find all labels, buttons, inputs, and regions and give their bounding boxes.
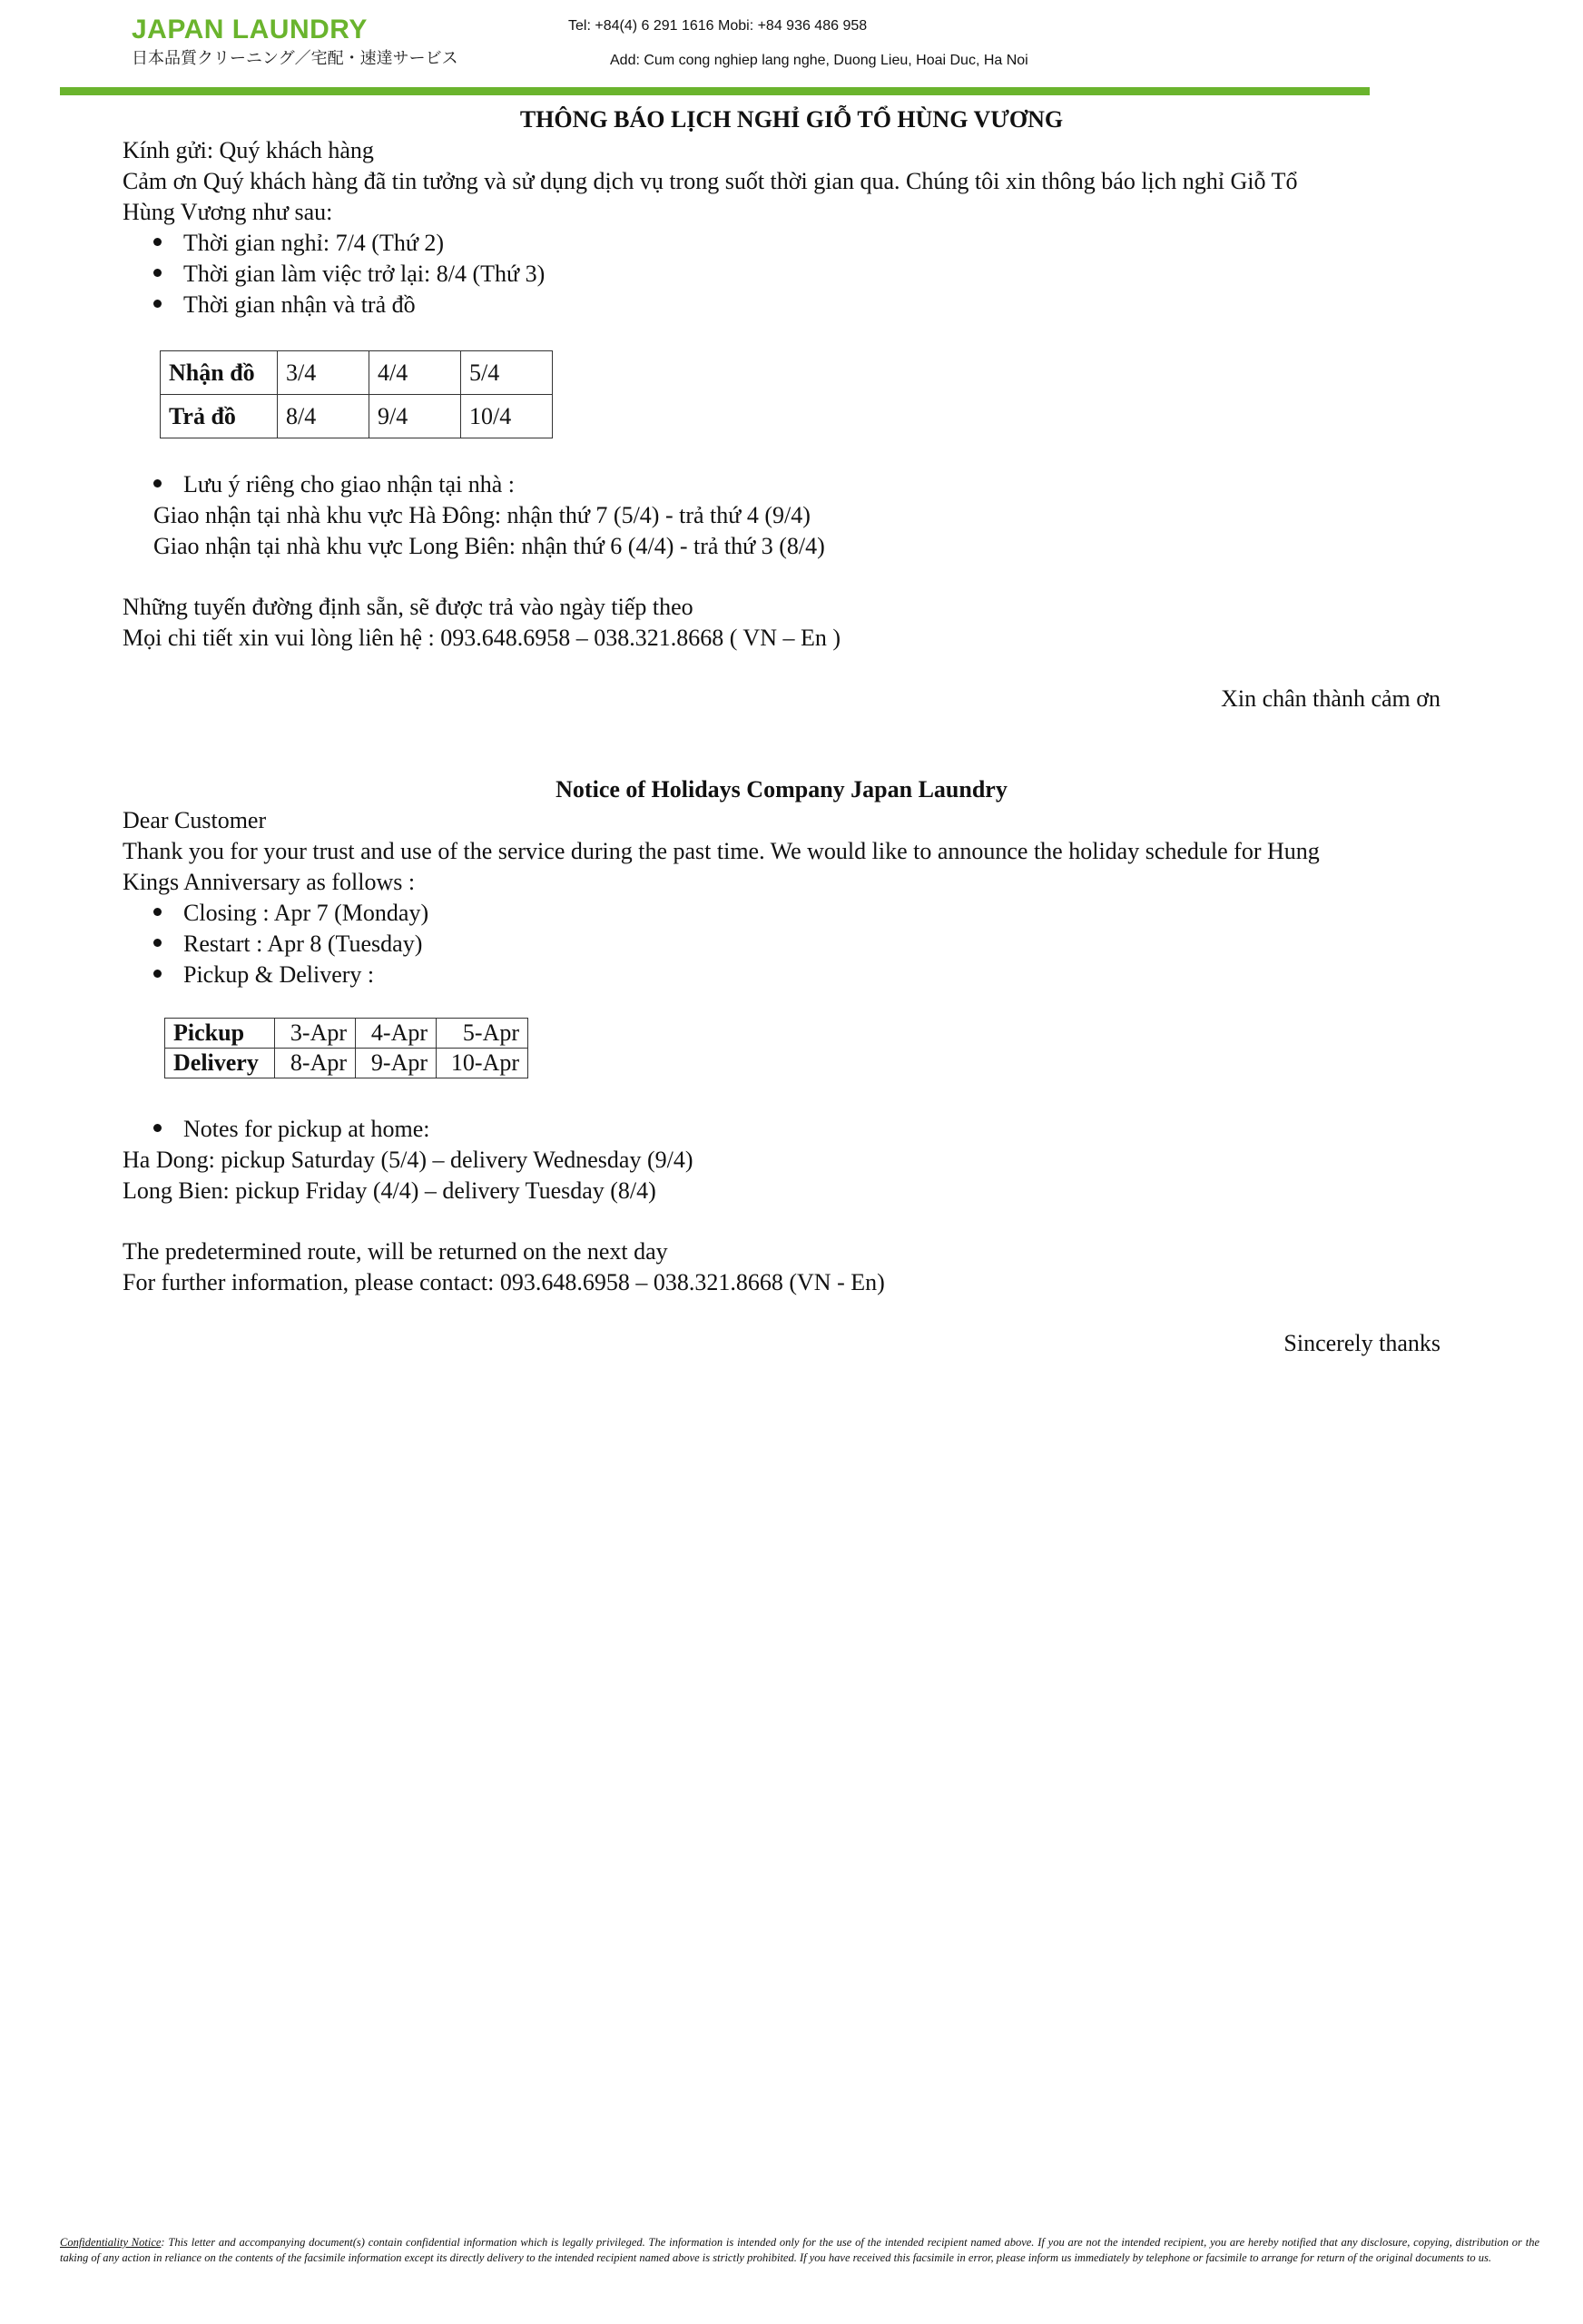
- table-cell: 3/4: [278, 351, 369, 395]
- en-schedule-table: [164, 1018, 528, 1078]
- table-cell: 10/4: [461, 395, 553, 438]
- table-cell: 4-Apr: [356, 1019, 437, 1049]
- vn-title: THÔNG BÁO LỊCH NGHỈ GIỖ TỔ HÙNG VƯƠNG: [519, 106, 1064, 133]
- vn-schedule-table: [160, 350, 553, 438]
- confidentiality-notice-label: Confidentiality Notice: [60, 2236, 162, 2249]
- company-logo-name: JAPAN LAUNDRY: [132, 15, 368, 44]
- en-route-line: The predetermined route, will be returned on the next day: [123, 1238, 668, 1265]
- table-row-label: Nhận đồ: [161, 351, 278, 395]
- table-cell: 5/4: [461, 351, 553, 395]
- bullet-icon: [153, 269, 162, 277]
- vn-contact-line: Mọi chi tiết xin vui lòng liên hệ : 093.648.6958 – 038.321.8668 ( VN – En ): [123, 625, 841, 651]
- table-row: [165, 1049, 528, 1078]
- vn-note-line1: Giao nhận tại nhà khu vực Hà Đông: nhận thứ 7 (5/4) - trả thứ 4 (9/4): [153, 502, 811, 528]
- confidentiality-notice-text: : This letter and accompanying document(s) contain confidential information which is legally privileged. The information is intended only for the use of the intended recipient named above. If you are not the intended recipient, you are hereby notified that any disclosure, copying, distribution or the taking of any action in reliance on the contents of the facsimile information except its directly delivery to the intended recipient named above is strictly prohibited. If you have received this facsimile in error, please inform us immediately by telephone or facsimile to arrange for return of the original documents to us.: [60, 2236, 1539, 2264]
- table-cell: 8/4: [278, 395, 369, 438]
- bullet-icon: [153, 970, 162, 978]
- table-cell: 4/4: [369, 351, 461, 395]
- table-row-label: Pickup: [165, 1019, 275, 1049]
- table-cell: 10-Apr: [437, 1049, 528, 1078]
- en-note-line2: Long Bien: pickup Friday (4/4) – delivery Tuesday (8/4): [123, 1177, 656, 1204]
- vn-intro-line1: Cảm ơn Quý khách hàng đã tin tưởng và sử dụng dịch vụ trong suốt thời gian qua. Chúng tôi xin thông báo lịch nghỉ Giỗ Tổ: [123, 168, 1298, 194]
- bullet-icon: [153, 238, 162, 246]
- vn-closing: Xin chân thành cảm ơn: [1221, 685, 1440, 712]
- en-closing: Sincerely thanks: [1283, 1330, 1440, 1356]
- bullet-icon: [153, 939, 162, 947]
- en-title: Notice of Holidays Company Japan Laundry: [556, 776, 1008, 803]
- table-row-label: Trả đồ: [161, 395, 278, 438]
- vn-bullet-restart: Thời gian làm việc trở lại: 8/4 (Thứ 3): [183, 261, 546, 287]
- vn-bullet-closing: Thời gian nghỉ: 7/4 (Thứ 2): [183, 230, 445, 256]
- en-contact-line: For further information, please contact: 093.648.6958 – 038.321.8668 (VN - En): [123, 1269, 885, 1295]
- table-cell: 3-Apr: [275, 1019, 356, 1049]
- table-cell: 9/4: [369, 395, 461, 438]
- table-cell: 8-Apr: [275, 1049, 356, 1078]
- vn-greeting: Kính gửi: Quý khách hàng: [123, 137, 374, 163]
- en-bullet-closing: Closing : Apr 7 (Monday): [183, 900, 429, 926]
- en-bullet-restart: Restart : Apr 8 (Tuesday): [183, 931, 423, 957]
- vn-intro-line2: Hùng Vương như sau:: [123, 199, 333, 225]
- bullet-icon: [153, 300, 162, 308]
- en-note-line1: Ha Dong: pickup Saturday (5/4) – delivery Wednesday (9/4): [123, 1147, 693, 1173]
- en-greeting: Dear Customer: [123, 807, 267, 833]
- vn-route-line: Những tuyến đường định sẵn, sẽ được trả vào ngày tiếp theo: [123, 594, 693, 620]
- en-intro-line2: Kings Anniversary as follows :: [123, 869, 416, 895]
- table-row: [161, 395, 553, 438]
- bullet-icon: [153, 479, 162, 487]
- table-row: [161, 351, 553, 395]
- table-row: [165, 1019, 528, 1049]
- header-divider: [60, 87, 1370, 95]
- vn-bullet-pickup-delivery: Thời gian nhận và trả đồ: [183, 291, 416, 318]
- table-cell: 5-Apr: [437, 1019, 528, 1049]
- vn-note-bullet: Lưu ý riêng cho giao nhận tại nhà :: [183, 471, 515, 497]
- en-note-bullet: Notes for pickup at home:: [183, 1116, 430, 1142]
- table-row-label: Delivery: [165, 1049, 275, 1078]
- header-phone: Tel: +84(4) 6 291 1616 Mobi: +84 936 486 958: [568, 18, 868, 34]
- confidentiality-notice: [60, 2235, 1539, 2266]
- table-cell: 9-Apr: [356, 1049, 437, 1078]
- bullet-icon: [153, 1124, 162, 1132]
- company-logo-subtitle: 日本品質クリーニング／宅配・速達サービス: [132, 49, 458, 68]
- vn-note-line2: Giao nhận tại nhà khu vực Long Biên: nhận thứ 6 (4/4) - trả thứ 3 (8/4): [153, 533, 825, 559]
- bullet-icon: [153, 908, 162, 916]
- en-bullet-pickup-delivery: Pickup & Delivery :: [183, 961, 375, 988]
- en-intro-line1: Thank you for your trust and use of the service during the past time. We would like to announce the holiday schedule for Hung: [123, 838, 1320, 864]
- header-address: Add: Cum cong nghiep lang nghe, Duong Lieu, Hoai Duc, Ha Noi: [610, 53, 1028, 68]
